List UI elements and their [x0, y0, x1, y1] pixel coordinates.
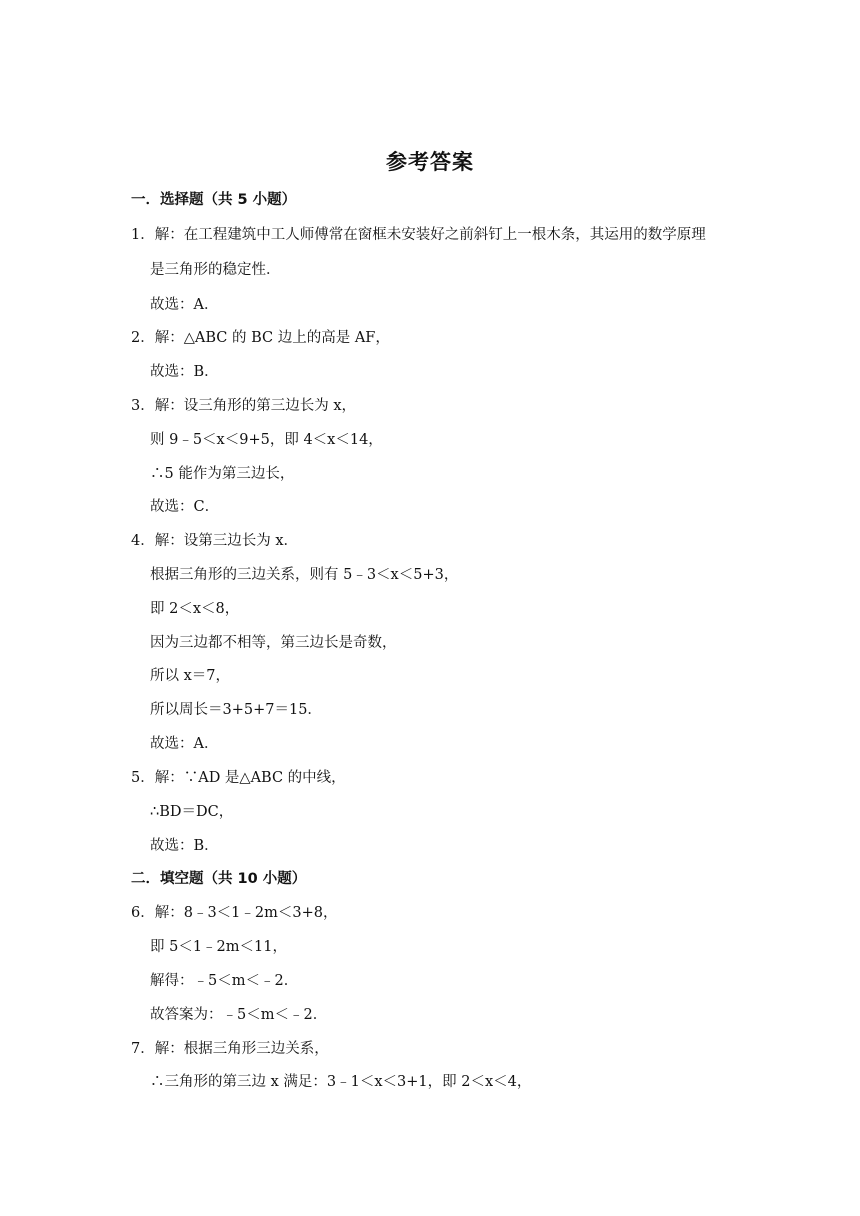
- question-line: 6．解：8﹣3＜1﹣2m＜3+8，: [131, 905, 338, 921]
- solution-line: ∴三角形的第三边 x 满足：3﹣1＜x＜3+1，即 2＜x＜4，: [150, 1074, 532, 1090]
- solution-line: 则 9﹣5＜x＜9+5，即 4＜x＜14，: [150, 432, 383, 448]
- solution-line: 即 5＜1﹣2m＜11，: [150, 939, 287, 955]
- solution-line: 因为三边都不相等，第三边长是奇数，: [150, 635, 397, 651]
- question-line: 4．解：设第三边长为 x．: [131, 533, 299, 549]
- solution-line: 是三角形的稳定性．: [150, 262, 281, 278]
- solution-line: 故选：C．: [150, 499, 220, 515]
- solution-line: 即 2＜x＜8，: [150, 601, 240, 617]
- question-line: 1．解：在工程建筑中工人师傅常在窗框未安装好之前斜钉上一根木条，其运用的数学原理: [131, 227, 706, 243]
- question-line: 2．解：△ABC 的 BC 边上的高是 AF，: [131, 330, 390, 346]
- solution-line: 故选：A．: [150, 297, 219, 313]
- solution-line: ∴BD＝DC，: [150, 804, 234, 820]
- solution-line: 故选：B．: [150, 838, 219, 854]
- section-heading: 一．选择题（共 5 小题）: [131, 192, 297, 208]
- question-line: 7．解：根据三角形三边关系，: [131, 1041, 329, 1057]
- solution-line: 所以 x＝7，: [150, 668, 231, 684]
- section-heading: 二．填空题（共 10 小题）: [131, 871, 307, 887]
- solution-line: 故选：A．: [150, 736, 219, 752]
- solution-line: 根据三角形的三边关系，则有 5﹣3＜x＜5+3，: [150, 567, 459, 583]
- solution-line: 故选：B．: [150, 364, 219, 380]
- solution-line: 故答案为：﹣5＜m＜﹣2．: [150, 1007, 328, 1023]
- solution-line: ∴5 能作为第三边长，: [150, 466, 295, 482]
- page-title: 参考答案: [386, 150, 474, 174]
- solution-line: 解得：﹣5＜m＜﹣2．: [150, 973, 299, 989]
- solution-line: 所以周长＝3+5+7＝15．: [150, 702, 322, 718]
- question-line: 5．解：∵AD 是△ABC 的中线，: [131, 770, 346, 786]
- question-line: 3．解：设三角形的第三边长为 x，: [131, 398, 357, 414]
